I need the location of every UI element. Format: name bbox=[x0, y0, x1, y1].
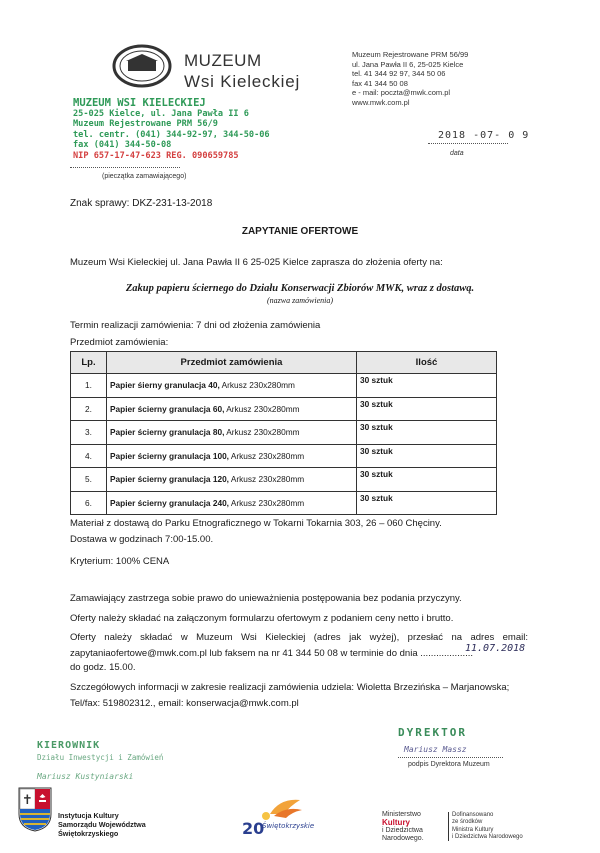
contact-line: e - mail: poczta@mwk.com.pl bbox=[352, 88, 451, 97]
row-lp: 4. bbox=[71, 444, 107, 468]
ministry-line: Narodowego. bbox=[382, 835, 424, 842]
contact-block bbox=[352, 50, 468, 107]
table-row bbox=[71, 468, 497, 492]
museum-logo bbox=[112, 44, 172, 88]
row-lp: 3. bbox=[71, 421, 107, 445]
row-lp: 6. bbox=[71, 491, 107, 515]
item-spec: Arkusz 230x280mm bbox=[224, 427, 300, 438]
paragraph-form: Oferty należy składać na załączonym formularzu ofertowym z podaniem ceny netto i brutto. bbox=[70, 613, 454, 624]
paragraph-reservation: Zamawiający zastrzega sobie prawo do unieważnienia postępowania bez podania przyczyny. bbox=[70, 593, 462, 604]
row-qty: 30 sztuk bbox=[357, 374, 497, 398]
items-table bbox=[70, 351, 497, 515]
inst-line: Świętokrzyskiego bbox=[58, 829, 119, 838]
item-name: Papier ścierny granulacja 100, bbox=[110, 450, 229, 461]
row-lp: 2. bbox=[71, 397, 107, 421]
contact-line: ul. Jana Pawła II 6, 25-025 Kielce bbox=[352, 59, 464, 69]
funding-line: ze środków bbox=[452, 819, 483, 826]
stamp-line: MUZEUM WSI KIELECKIEJ bbox=[73, 97, 206, 109]
director-dotted-line bbox=[398, 757, 503, 758]
row-item bbox=[107, 397, 357, 421]
row-item bbox=[107, 421, 357, 445]
row-qty: 30 sztuk bbox=[357, 491, 497, 515]
museum-name-line1: MUZEUM bbox=[184, 51, 262, 70]
manager-stamp-title: KIEROWNIK bbox=[37, 740, 101, 751]
stamp-line: Muzeum Rejestrowane PRM 56/9 bbox=[73, 119, 218, 130]
orderer-stamp bbox=[73, 98, 270, 162]
table-header-row bbox=[71, 352, 497, 374]
svg-text:✝: ✝ bbox=[22, 793, 33, 808]
stamp-dotted-line bbox=[70, 167, 180, 168]
table-row bbox=[71, 397, 497, 421]
director-signature: Mariusz Massz bbox=[404, 745, 467, 754]
paragraph-submission-line3: do godz. 15.00. bbox=[70, 662, 136, 673]
row-lp: 5. bbox=[71, 468, 107, 492]
director-caption: podpis Dyrektora Muzeum bbox=[408, 761, 490, 768]
row-item bbox=[107, 468, 357, 492]
items-label: Przedmiot zamówienia: bbox=[70, 337, 169, 348]
criterion-text: Kryterium: 100% CENA bbox=[70, 556, 170, 567]
case-number: Znak sprawy: DKZ-231-13-2018 bbox=[70, 198, 213, 209]
row-qty: 30 sztuk bbox=[357, 468, 497, 492]
table-row bbox=[71, 421, 497, 445]
date-dotted-line bbox=[428, 143, 508, 144]
item-name: Papier ścierny granulacja 240, bbox=[110, 497, 229, 508]
contact-line: Muzeum Rejestrowane PRM 56/99 bbox=[352, 50, 469, 59]
delivery-text: Materiał z dostawą do Parku Etnograficznego w Tokarni Tokarnia 303, 26 – 060 Chęciny. bbox=[70, 518, 442, 529]
row-item bbox=[107, 374, 357, 398]
col-header-qty: Ilość bbox=[357, 352, 497, 374]
stamp-line: NIP 657-17-47-623 REG. 090659785 bbox=[73, 150, 239, 161]
manager-stamp-name: Mariusz Kustyniarski bbox=[37, 772, 134, 781]
row-lp: 1. bbox=[71, 374, 107, 398]
handwritten-deadline: 11.07.2018 bbox=[465, 643, 526, 654]
document-title: ZAPYTANIE OFERTOWE bbox=[241, 226, 359, 237]
row-item bbox=[107, 491, 357, 515]
ministry-line: i Dziedzictwa bbox=[382, 827, 423, 834]
contact-line: tel. 41 344 92 97, 344 50 06 bbox=[352, 69, 446, 78]
paragraph-submission-line2: zapytaniaofertowe@mwk.com.pl lub faksem na nr 41 344 50 08 w terminie do dnia .................... bbox=[70, 648, 474, 659]
item-name: Papier ścierny granulacja 120, bbox=[110, 474, 229, 485]
item-name: Papier ścierny granulacja 60, bbox=[110, 403, 225, 414]
paragraph-submission-line1: Oferty należy składać w Muzeum Wsi Kieleckiej (adres jak wyżej), przesłać na adres email: bbox=[70, 632, 528, 643]
ministry-line: Ministerstwo bbox=[382, 811, 421, 818]
item-spec: Arkusz 230x280mm bbox=[224, 403, 300, 414]
row-qty: 30 sztuk bbox=[357, 444, 497, 468]
deadline-text: Termin realizacji zamówienia: 7 dni od złożenia zamówienia bbox=[70, 320, 321, 331]
museum-name-line2: Wsi Kieleckiej bbox=[184, 72, 301, 91]
stamp-line: fax (041) 344-50-08 bbox=[73, 140, 172, 151]
intro-text: Muzeum Wsi Kieleckiej ul. Jana Pawła II 6 25-025 Kielce zaprasza do złożenia oferty na: bbox=[70, 257, 443, 268]
delivery-hours: Dostawa w godzinach 7:00-15.00. bbox=[70, 534, 214, 545]
table-row bbox=[71, 374, 497, 398]
funding-line: Ministra Kultury bbox=[452, 826, 494, 833]
order-subject: Zakup papieru ściernego do Działu Konserwacji Zbiorów MWK, wraz z dostawą. bbox=[125, 283, 475, 294]
stamp-caption: (pieczątka zamawiającego) bbox=[102, 173, 187, 180]
row-item bbox=[107, 444, 357, 468]
table-row bbox=[71, 491, 497, 515]
item-spec: Arkusz 230x280mm bbox=[219, 380, 295, 391]
institution-text bbox=[58, 811, 146, 838]
funding-line: Dofinansowano bbox=[452, 812, 494, 818]
col-header-item: Przedmiot zamówienia bbox=[107, 352, 357, 374]
row-qty: 30 sztuk bbox=[357, 397, 497, 421]
funding-note bbox=[448, 812, 523, 841]
stamp-line: tel. centr. (041) 344-92-97, 344-50-06 bbox=[73, 129, 270, 140]
voivodeship-crest-icon bbox=[17, 786, 53, 832]
table-row bbox=[71, 444, 497, 468]
item-name: Papier ścierny granulacja 80, bbox=[110, 427, 225, 438]
item-name: Papier śierny granulacja 40, bbox=[110, 380, 220, 391]
paragraph-contact-line1: Szczegółowych informacji w zakresie realizacji zamówienia udziela: Wioletta Brzezińska – Marjanowska; bbox=[70, 682, 510, 693]
paragraph-contact-line2: Tel/fax: 519802312., email: konserwacja@mwk.com.pl bbox=[70, 698, 299, 709]
stamp-line: 25-025 Kielce, ul. Jana Pawła II 6 bbox=[73, 108, 249, 119]
contact-line: fax 41 344 50 08 bbox=[352, 78, 408, 88]
order-subject-caption: (nazwa zamówienia) bbox=[267, 296, 333, 305]
logo20-number: 20 bbox=[242, 819, 265, 838]
funding-line: i Dziedzictwa Narodowego bbox=[452, 833, 523, 840]
logo20-region: Świętokrzyskie bbox=[262, 822, 315, 830]
inst-line: Instytucja Kultury bbox=[58, 811, 119, 820]
ministry-logo bbox=[382, 811, 424, 843]
manager-stamp-dept: Działu Inwestycji i Zamówień bbox=[37, 753, 164, 762]
row-qty: 30 sztuk bbox=[357, 421, 497, 445]
swietokrzyskie-20-logo bbox=[240, 792, 318, 840]
date-caption: data bbox=[450, 150, 464, 157]
museum-name bbox=[184, 52, 300, 90]
date-stamp: 2018 -07- 0 9 bbox=[438, 130, 530, 141]
item-spec: Arkusz 230x280mm bbox=[229, 450, 305, 461]
contact-line: www.mwk.com.pl bbox=[352, 97, 410, 107]
director-stamp-title: DYREKTOR bbox=[398, 726, 467, 739]
inst-line: Samorządu Województwa bbox=[58, 820, 146, 829]
ministry-line: Kultury bbox=[382, 818, 410, 827]
item-spec: Arkusz 230x280mm bbox=[229, 474, 305, 485]
item-spec: Arkusz 230x280mm bbox=[229, 497, 305, 508]
col-header-lp: Lp. bbox=[71, 352, 107, 374]
